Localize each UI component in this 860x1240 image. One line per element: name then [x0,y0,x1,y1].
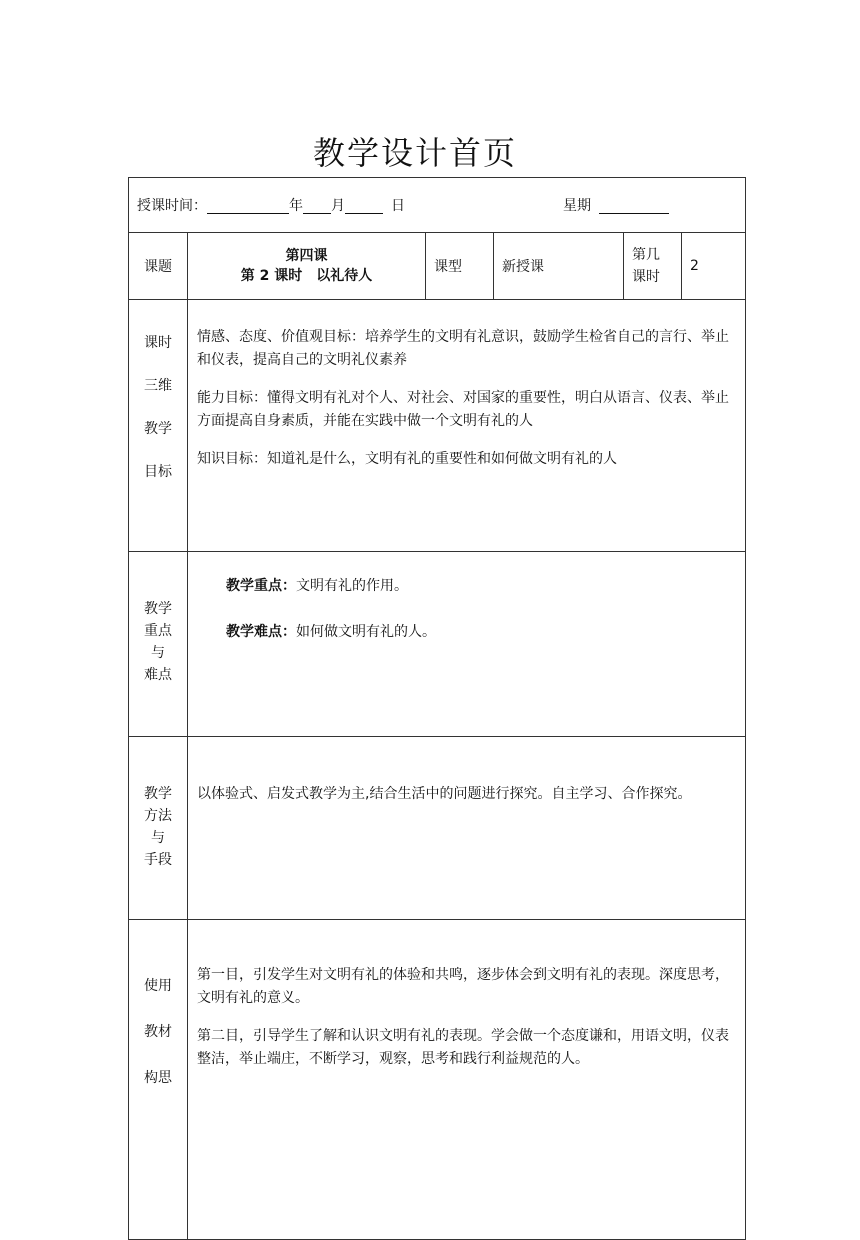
lesson-title: 第 2 课时 以礼待人 [240,268,373,284]
weekday-blank [599,197,669,214]
weekday-label: 星期 [563,198,591,214]
key-points-row [129,552,746,737]
topic-label: 课题 [129,233,188,300]
period-label-line2: 课时 [632,269,660,285]
lesson-plan-table [128,177,746,1240]
goals-label-1: 课时 [144,335,172,351]
month-label: 月 [331,198,345,214]
method-text: 以体验式、启发式教学为主,结合生活中的问题进行探究。自主学习、合作探究。 [197,786,692,802]
material-row [129,920,746,1240]
material-content [188,920,746,1240]
method-label-1: 教学 [144,786,172,802]
emotion-goal: 情感、态度、价值观目标：培养学生的文明有礼意识，鼓励学生检省自己的言行、举止和仪表，提高自己的文明礼仪素养 [197,329,729,368]
knowledge-goal: 知识目标：知道礼是什么，文明有礼的重要性和如何做文明有礼的人 [197,451,617,467]
key-label-1: 教学 [144,601,172,617]
time-row [129,178,746,233]
unit-title: 第四课 [285,248,328,264]
year-label: 年 [289,198,303,214]
period-label-line1: 第几 [632,247,660,263]
method-row [129,737,746,920]
material-label-1: 使用 [144,978,172,994]
goals-label-4: 目标 [144,464,172,480]
key-label-3: 与 [151,645,165,661]
day-blank [345,197,383,214]
period-value: 2 [682,233,746,300]
method-label-2: 方法 [144,808,172,824]
date-label: 授课时间： [137,198,207,214]
page-title: 教学设计首页 [312,134,517,172]
key-point-text: 文明有礼的作用。 [296,578,408,594]
key-point-line [188,574,745,598]
material-section-1: 第一目，引发学生对文明有礼的体验和共鸣，逐步体会到文明有礼的表现。深度思考，文明有礼的意义。 [197,967,729,1006]
material-label-3: 构思 [144,1070,172,1086]
goals-label-3: 教学 [144,421,172,437]
lesson-row [129,233,746,300]
ability-goal: 能力目标：懂得文明有礼对个人、对社会、对国家的重要性，明白从语言、仪表、举止方面提高自身素质，并能在实践中做一个文明有礼的人 [197,390,729,429]
goals-row [129,300,746,552]
difficulty-text: 如何做文明有礼的人。 [296,624,436,640]
method-label-4: 手段 [144,852,172,868]
method-label-3: 与 [151,830,165,846]
key-label-2: 重点 [144,623,172,639]
goals-label-2: 三维 [144,378,172,394]
goals-label [129,300,188,552]
lesson-title-cell [188,233,426,300]
period-label [624,233,682,300]
method-content [188,737,746,920]
date-blank [207,197,289,214]
key-label-4: 难点 [144,667,172,683]
type-label: 课型 [426,233,494,300]
material-label-2: 教材 [144,1024,172,1040]
key-points-label [129,552,188,737]
method-label [129,737,188,920]
month-blank [303,197,331,214]
goals-content [188,300,746,552]
key-point-title: 教学重点： [226,578,296,594]
day-label: 日 [391,198,405,214]
difficulty-title: 教学难点： [226,624,296,640]
material-section-2: 第二目，引导学生了解和认识文明有礼的表现。学会做一个态度谦和，用语文明，仪表整洁，举止端庄，不断学习，观察，思考和践行利益规范的人。 [197,1028,729,1067]
difficulty-line [188,620,745,644]
key-points-content [188,552,746,737]
type-value: 新授课 [494,233,624,300]
material-label [129,920,188,1240]
